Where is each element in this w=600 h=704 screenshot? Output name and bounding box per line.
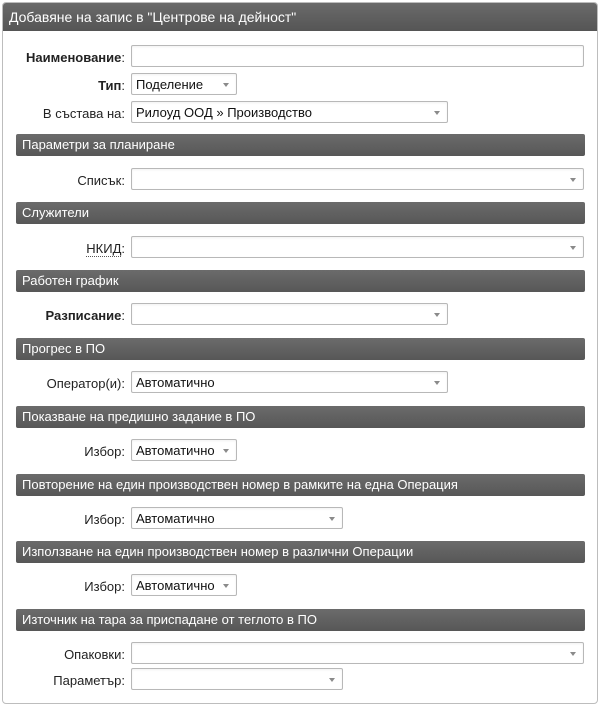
packaging-select[interactable] bbox=[131, 642, 584, 664]
parent-label: В състава на: bbox=[42, 106, 125, 121]
chevron-down-icon bbox=[570, 246, 576, 250]
prev-task-row bbox=[3, 439, 597, 465]
nkid-label: НКИД: bbox=[86, 241, 125, 256]
section-prev-task: Показване на предишно задание в ПО bbox=[16, 406, 585, 428]
operators-select-value: Автоматично bbox=[136, 375, 215, 390]
dialog-panel bbox=[2, 2, 598, 704]
packaging-label: Опаковки: bbox=[64, 647, 125, 662]
chevron-down-icon bbox=[329, 517, 335, 521]
chevron-down-icon bbox=[434, 111, 440, 115]
repeat-op-row bbox=[3, 507, 597, 533]
section-work-schedule: Работен график bbox=[16, 270, 585, 292]
chevron-down-icon bbox=[434, 381, 440, 385]
repeat-op-select-value: Автоматично bbox=[136, 511, 215, 526]
chevron-down-icon bbox=[570, 652, 576, 656]
nkid-select[interactable] bbox=[131, 236, 584, 258]
name-row bbox=[3, 45, 597, 71]
diff-ops-select-value: Автоматично bbox=[136, 578, 215, 593]
chevron-down-icon bbox=[223, 83, 229, 87]
section-progress: Прогрес в ПО bbox=[16, 338, 585, 360]
operators-row bbox=[3, 371, 597, 397]
type-row bbox=[3, 73, 597, 99]
parent-select-value: Рилоуд ООД » Производство bbox=[136, 105, 312, 120]
chevron-down-icon bbox=[223, 584, 229, 588]
prev-task-select-value: Автоматично bbox=[136, 443, 215, 458]
operators-select[interactable] bbox=[131, 371, 448, 393]
type-select[interactable] bbox=[131, 73, 237, 95]
list-select[interactable] bbox=[131, 168, 584, 190]
section-repeat-op: Повторение на един производствен номер в рамките на една Операция bbox=[16, 474, 585, 496]
repeat-op-select[interactable] bbox=[131, 507, 343, 529]
dialog-title: Добавяне на запис в "Центрове на дейност" bbox=[3, 3, 597, 31]
prev-task-label: Избор: bbox=[84, 444, 125, 459]
parameter-row bbox=[3, 668, 597, 694]
schedule-row bbox=[3, 303, 597, 329]
section-diff-ops: Използване на един производствен номер в различни Операции bbox=[16, 541, 585, 563]
type-select-value: Поделение bbox=[136, 77, 204, 92]
name-input[interactable] bbox=[131, 45, 584, 67]
packaging-row bbox=[3, 642, 597, 668]
parameter-select[interactable] bbox=[131, 668, 343, 690]
diff-ops-row bbox=[3, 574, 597, 600]
schedule-select[interactable] bbox=[131, 303, 448, 325]
chevron-down-icon bbox=[223, 449, 229, 453]
chevron-down-icon bbox=[434, 313, 440, 317]
parameter-label: Параметър: bbox=[53, 673, 125, 688]
prev-task-select[interactable] bbox=[131, 439, 237, 461]
list-label: Списък: bbox=[77, 173, 125, 188]
parent-select[interactable] bbox=[131, 101, 448, 123]
diff-ops-label: Избор: bbox=[84, 579, 125, 594]
diff-ops-select[interactable] bbox=[131, 574, 237, 596]
operators-label: Оператор(и): bbox=[46, 376, 125, 391]
type-label: Тип: bbox=[98, 78, 125, 93]
section-tare: Източник на тара за приспадане от теглото в ПО bbox=[16, 609, 585, 631]
chevron-down-icon bbox=[329, 678, 335, 682]
schedule-label: Разписание: bbox=[45, 308, 125, 323]
list-row bbox=[3, 168, 597, 194]
name-label: Наименование: bbox=[26, 50, 125, 65]
repeat-op-label: Избор: bbox=[84, 512, 125, 527]
section-planning: Параметри за планиране bbox=[16, 134, 585, 156]
parent-row bbox=[3, 101, 597, 127]
chevron-down-icon bbox=[570, 178, 576, 182]
nkid-row bbox=[3, 236, 597, 262]
section-employees: Служители bbox=[16, 202, 585, 224]
